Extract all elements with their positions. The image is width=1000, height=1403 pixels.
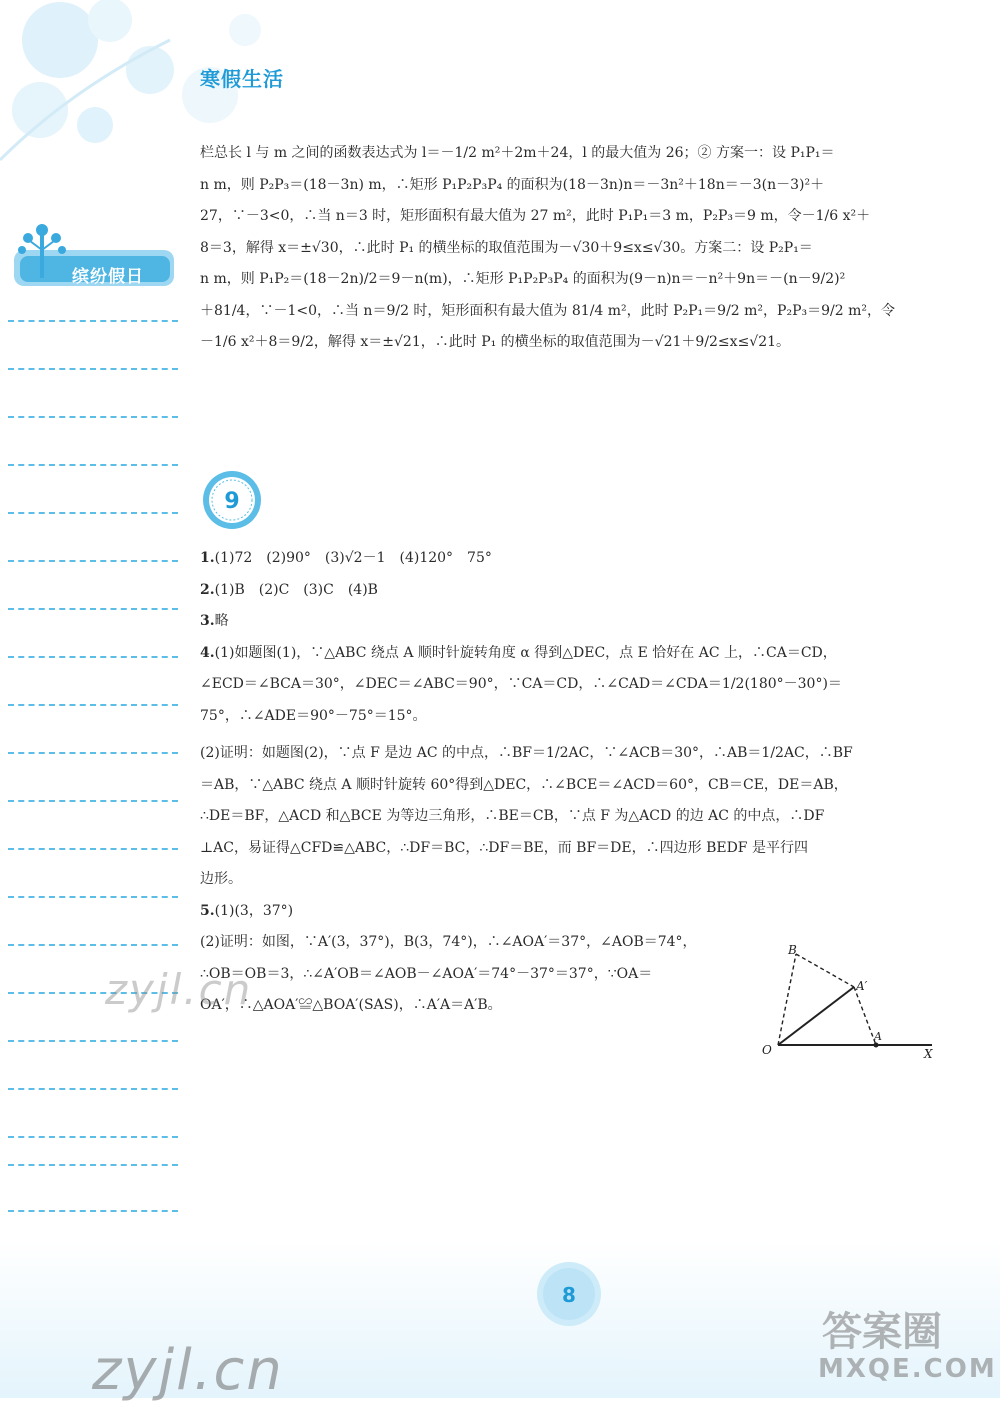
question-number: 3. bbox=[200, 613, 215, 629]
label-o: O bbox=[762, 1043, 772, 1057]
note-line bbox=[8, 608, 178, 610]
note-line bbox=[8, 320, 178, 322]
note-line bbox=[8, 1164, 178, 1166]
answer-4-line bbox=[200, 638, 942, 670]
segment-ob bbox=[778, 954, 796, 1045]
question-number: 4. bbox=[200, 644, 215, 661]
answer-4-proof-line: ＝AB，∵△ABC 绕点 A 顺时针旋转 60°得到△DEC，∴∠BCE＝∠ACD＝60°，CB＝CE，DE＝AB， bbox=[200, 776, 848, 793]
note-line bbox=[8, 560, 178, 562]
note-line bbox=[8, 896, 178, 898]
note-line bbox=[8, 752, 178, 754]
watermark-text: zyjl.cn bbox=[92, 1338, 284, 1403]
point-a bbox=[874, 1043, 879, 1048]
label-a-prime: A′ bbox=[856, 979, 868, 993]
answer-4-line bbox=[200, 669, 942, 701]
label-a: A bbox=[874, 1030, 882, 1043]
text-line: 栏总长 l 与 m 之间的函数表达式为 l＝－1/2 m²＋2m＋24，l 的最大值为 26；② 方案一：设 P₁P₁＝ bbox=[200, 145, 835, 161]
watermark-logo: 答案圈 bbox=[822, 1309, 942, 1355]
text-line: 27，∵－3<0，∴当 n＝3 时，矩形面积有最大值为 27 m²，此时 P₁P₁＝3 m，P₂P₃＝9 m，令－1/6 x²＋ bbox=[200, 208, 871, 224]
answer-5-line bbox=[200, 959, 748, 991]
answer-text: 75°，∴∠ADE＝90°－75°＝15°。 bbox=[200, 707, 427, 724]
note-line bbox=[8, 1040, 178, 1042]
segment-oa-prime bbox=[778, 987, 854, 1045]
note-line bbox=[8, 1088, 178, 1090]
answer-4-proof-line: 边形。 bbox=[200, 871, 242, 887]
section-number-badge bbox=[202, 470, 262, 530]
label-x: X bbox=[924, 1047, 933, 1061]
note-line bbox=[8, 464, 178, 466]
text-line: 8＝3，解得 x＝±√30，∴此时 P₁ 的横坐标的取值范围为－√30＋9≤x≤√30。方案二：设 P₂P₁＝ bbox=[200, 239, 813, 256]
text-line: n m，则 P₂P₃＝(18－3n) m，∴矩形 P₁P₂P₃P₄ 的面积为(18－3n)n＝－3n²＋18n＝－3(n－3)²＋ bbox=[200, 176, 825, 193]
note-line bbox=[8, 800, 178, 802]
note-line bbox=[8, 416, 178, 418]
answer-text: (1)72 (2)90° (3)√2－1 (4)120° 75° bbox=[214, 550, 492, 566]
answer-text: ∠ECD＝∠BCA＝30°，∠DEC＝∠ABC＝90°，∵CA＝CD，∴∠CAD＝∠CDA＝1/2(180°－30°)＝ bbox=[200, 676, 842, 692]
watermark-url: MXQE.COM bbox=[818, 1354, 997, 1384]
question-number: 1. bbox=[200, 550, 215, 566]
answer-text: (1)(3，37°) bbox=[214, 902, 294, 919]
note-line bbox=[8, 368, 178, 370]
answer-text: (2)证明：如图，∵A′(3，37°)，B(3，74°)，∴∠AOA′＝37°，∠AOB＝74°， bbox=[200, 934, 697, 950]
solution-paragraph bbox=[200, 138, 942, 359]
header-title: 寒假生活 bbox=[200, 67, 284, 91]
question-number: 5. bbox=[200, 902, 215, 919]
watermark-text: zyjl.cn bbox=[105, 965, 253, 1014]
note-line bbox=[8, 848, 178, 850]
answer-4-proof-line: (2)证明：如题图(2)，∵点 F 是边 AC 的中点，∴BF＝1/2AC，∵∠ACB＝30°，∴AB＝1/2AC，∴BF bbox=[200, 745, 853, 761]
answer-4-proof-line: ∴DE＝BF，△ACD 和△BCE 为等边三角形，∴BE＝CB，∵点 F 为△ACD 的边 AC 的中点，∴DF bbox=[200, 808, 825, 824]
note-line bbox=[8, 1210, 178, 1212]
answer-text: ∴OB＝OB＝3，∴∠A′OB＝∠AOB－∠AOA′＝74°－37°＝37°，∵OA＝ bbox=[200, 965, 653, 982]
text-line: ＋81/4，∵－1<0，∴当 n＝9/2 时，矩形面积有最大值为 81/4 m²，此时 P₂P₁＝9/2 m²，P₂P₃＝9/2 m²，令 bbox=[200, 302, 895, 319]
sidebar-badge-label: 缤纷假日 bbox=[72, 267, 144, 287]
answer-2 bbox=[200, 575, 942, 607]
segment-a-prime-a bbox=[854, 987, 876, 1045]
page-number: 8 bbox=[562, 1283, 576, 1307]
geometry-figure bbox=[756, 942, 942, 1064]
answer-text: OA′，∴△AOA′≌△BOA′(SAS)，∴A′A＝A′B。 bbox=[200, 997, 502, 1013]
answer-text: 略 bbox=[214, 613, 229, 629]
label-b: B bbox=[788, 943, 797, 957]
page-number-badge bbox=[535, 1260, 603, 1328]
answer-4-line bbox=[200, 701, 942, 733]
note-line bbox=[8, 704, 178, 706]
question-number: 2. bbox=[200, 581, 215, 598]
note-line bbox=[8, 512, 178, 514]
answer-5-line bbox=[200, 990, 748, 1022]
answer-text: (1)B (2)C (3)C (4)B bbox=[214, 581, 378, 598]
answer-1 bbox=[200, 543, 942, 575]
answer-5-line bbox=[200, 927, 748, 959]
note-line bbox=[8, 656, 178, 658]
note-line bbox=[8, 944, 178, 946]
segment-ba-prime bbox=[796, 954, 854, 987]
text-line: n m，则 P₁P₂＝(18－2n)/2＝9－n(m)，∴矩形 P₁P₂P₃P₄ 的面积为(9－n)n＝－n²＋9n＝－(n－9/2)² bbox=[200, 271, 846, 287]
note-line bbox=[8, 1136, 178, 1138]
section-number: 9 bbox=[224, 489, 240, 514]
answer-text: (1)如题图(1)，∵△ABC 绕点 A 顺时针旋转角度 α 得到△DEC，点 E 恰好在 AC 上，∴CA＝CD， bbox=[214, 644, 837, 661]
answer-3 bbox=[200, 606, 942, 638]
answer-4-proof-line: ⊥AC，易证得△CFD≌△ABC，∴DF＝BC，∴DF＝BE，而 BF＝DE，∴四边形 BEDF 是平行四 bbox=[200, 839, 808, 856]
text-line: －1/6 x²＋8＝9/2，解得 x＝±√21，∴此时 P₁ 的横坐标的取值范围为－√21＋9/2≤x≤√21。 bbox=[200, 334, 791, 350]
answer-5-line bbox=[200, 896, 748, 928]
